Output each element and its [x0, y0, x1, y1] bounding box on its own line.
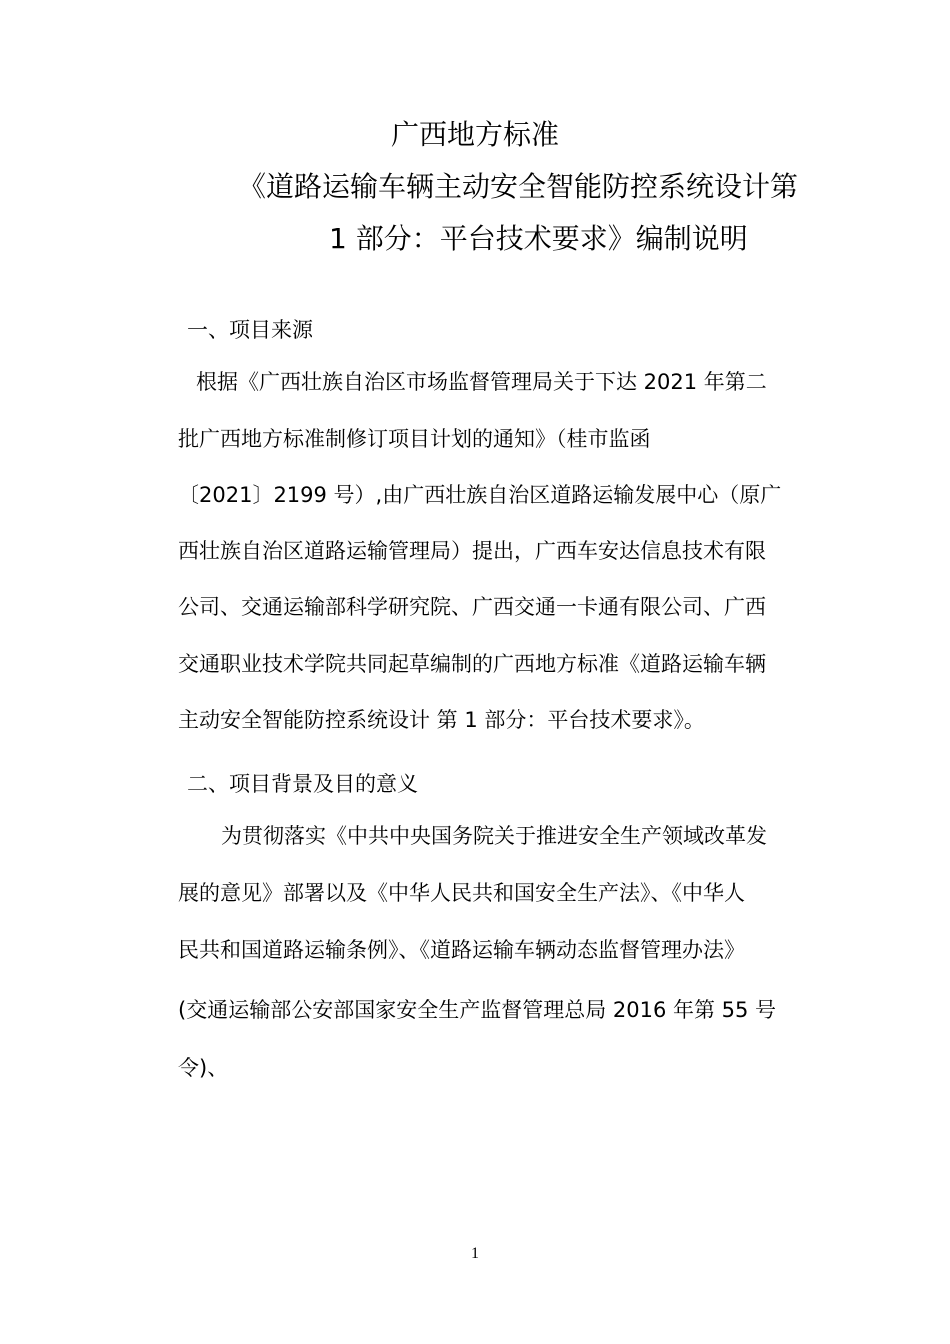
section-1-paragraph-line: 批广西地方标准制修订项目计划的通知》（桂市监函: [178, 427, 651, 451]
section-1-heading: 一、项目来源: [187, 318, 313, 342]
section-2-paragraph-line: 民共和国道路运输条例》、《道路运输车辆动态监督管理办法》: [178, 938, 745, 962]
document-title-line-1: 广西地方标准: [390, 118, 559, 151]
section-2-paragraph-line: 为贯彻落实《中共中央国务院关于推进安全生产领域改革发: [221, 824, 767, 848]
section-2-heading: 二、项目背景及目的意义: [187, 772, 418, 796]
section-1-paragraph-line: 主动安全智能防控系统设计 第 1 部分：平台技术要求》。: [178, 708, 705, 732]
section-1-paragraph-line: 交通职业技术学院共同起草编制的广西地方标准《道路运输车辆: [178, 652, 766, 676]
section-2-paragraph-line: 令)、: [178, 1056, 229, 1080]
section-1-paragraph-line: 西壮族自治区道路运输管理局）提出，广西车安达信息技术有限: [178, 539, 766, 563]
section-1-paragraph-line: 根据《广西壮族自治区市场监督管理局关于下达 2021 年第二: [196, 370, 767, 394]
section-1-paragraph-line: 公司、交通运输部科学研究院、广西交通一卡通有限公司、广西: [178, 595, 766, 619]
document-title-line-2: 《道路运输车辆主动安全智能防控系统设计第: [238, 170, 799, 203]
page-number: 1: [471, 1245, 479, 1262]
document-title-line-3: 1 部分：平台技术要求》编制说明: [329, 222, 748, 255]
section-2-paragraph-line: 展的意见》部署以及《中华人民共和国安全生产法》、《中华人: [178, 881, 745, 905]
section-2-paragraph-line: (交通运输部公安部国家安全生产监督管理总局 2016 年第 55 号: [178, 998, 777, 1022]
section-1-paragraph-line: 〔2021〕2199 号）,由广西壮族自治区道路运输发展中心（原广: [178, 483, 782, 507]
